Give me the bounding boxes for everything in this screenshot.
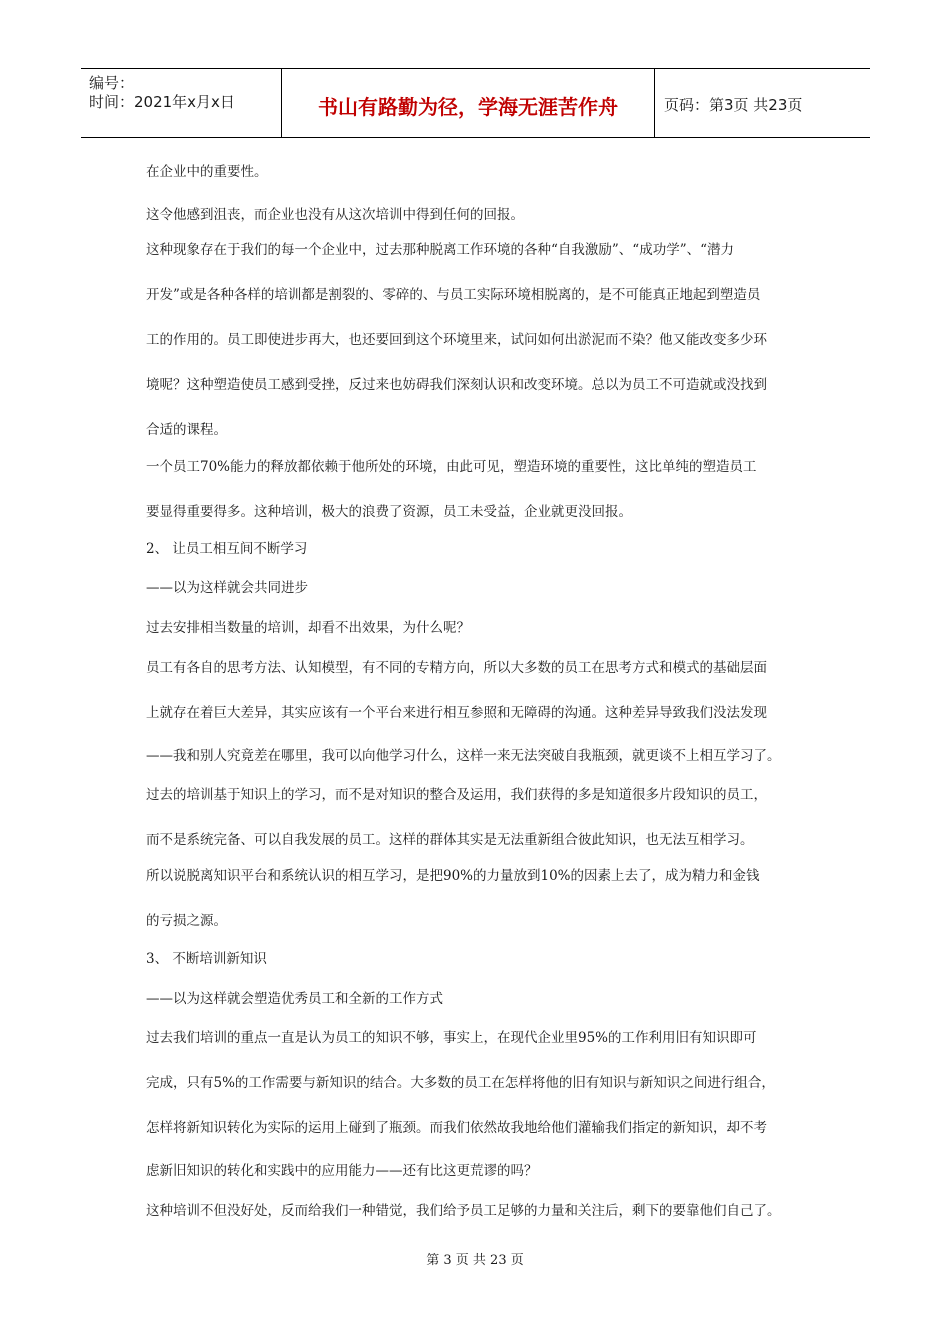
header-page-cell — [654, 69, 870, 137]
document-number-label: 编号： — [89, 74, 135, 92]
body-line: 而不是系统完备、可以自我发展的员工。这样的群体其实是无法重新组合彼此知识，也无法互相学习。 — [146, 832, 754, 848]
body-line: 这种培训不但没好处，反而给我们一种错觉，我们给予员工足够的力量和关注后，剩下的要靠他们自己了。 — [146, 1203, 781, 1219]
body-line: 过去我们培训的重点一直是认为员工的知识不够，事实上，在现代企业里95%的工作利用旧有知识即可 — [146, 1030, 757, 1046]
body-line: 完成，只有5%的工作需要与新知识的结合。大多数的员工在怎样将他的旧有知识与新知识之间进行组合， — [146, 1075, 775, 1091]
body-line: 怎样将新知识转化为实际的运用上碰到了瓶颈。而我们依然故我地给他们灌输我们指定的新知识，却不考 — [146, 1120, 767, 1136]
body-line: 这令他感到沮丧，而企业也没有从这次培训中得到任何的回报。 — [146, 207, 524, 223]
body-line: 工的作用的。员工即使进步再大，也还要回到这个环境里来，试问如何出淤泥而不染？他又能改变多少环 — [146, 332, 767, 348]
body-line: 在企业中的重要性。 — [146, 164, 268, 180]
body-line: 合适的课程。 — [146, 422, 227, 438]
body-line: 员工有各自的思考方法、认知模型，有不同的专精方向，所以大多数的员工在思考方式和模式的基础层面 — [146, 660, 767, 676]
body-line: 一个员工70%能力的释放都依赖于他所处的环境，由此可见，塑造环境的重要性，这比单纯的塑造员工 — [146, 459, 757, 475]
body-line: 境呢？这种塑造使员工感到受挫，反过来也妨碍我们深刻认识和改变环境。总以为员工不可造就或没找到 — [146, 377, 767, 393]
body-line: ——我和别人究竟差在哪里，我可以向他学习什么，这样一来无法突破自我瓶颈，就更谈不上相互学习了。 — [146, 748, 781, 764]
body-line: 过去的培训基于知识上的学习，而不是对知识的整合及运用，我们获得的多是知道很多片段知识的员工， — [146, 787, 767, 803]
body-line: 这种现象存在于我们的每一个企业中，过去那种脱离工作环境的各种“自我激励”、“成功学”、“潜力 — [146, 242, 735, 258]
body-line: 虑新旧知识的转化和实践中的应用能力——还有比这更荒谬的吗？ — [146, 1163, 538, 1179]
header-motto: 书山有路勤为径，学海无涯苦作舟 — [318, 95, 618, 119]
section-heading: 2、 让员工相互间不断学习 — [146, 541, 308, 557]
body-line: 开发”或是各种各样的培训都是割裂的、零碎的、与员工实际环境相脱离的，是不可能真正地起到塑造员 — [146, 287, 761, 303]
body-line: 要显得重要得多。这种培训，极大的浪费了资源，员工未受益，企业就更没回报。 — [146, 504, 632, 520]
header-motto-cell — [281, 69, 655, 137]
body-line: 上就存在着巨大差异，其实应该有一个平台来进行相互参照和无障碍的沟通。这种差异导致我们没法发现 — [146, 705, 767, 721]
body-line: 的亏损之源。 — [146, 913, 227, 929]
document-date-label: 时间：2021年x月x日 — [89, 93, 235, 111]
body-line: 过去安排相当数量的培训，却看不出效果，为什么呢？ — [146, 620, 470, 636]
header-page-code: 页码：第3页 共23页 — [664, 96, 803, 114]
section-subheading: ——以为这样就会塑造优秀员工和全新的工作方式 — [146, 991, 443, 1007]
section-heading: 3、 不断培训新知识 — [146, 951, 267, 967]
section-subheading: ——以为这样就会共同进步 — [146, 580, 308, 596]
page-footer: 第 3 页 共 23 页 — [426, 1253, 524, 1268]
page-header — [81, 68, 870, 138]
body-line: 所以说脱离知识平台和系统认识的相互学习，是把90%的力量放到10%的因素上去了，成为精力和金钱 — [146, 868, 760, 884]
header-left-cell — [81, 69, 281, 137]
